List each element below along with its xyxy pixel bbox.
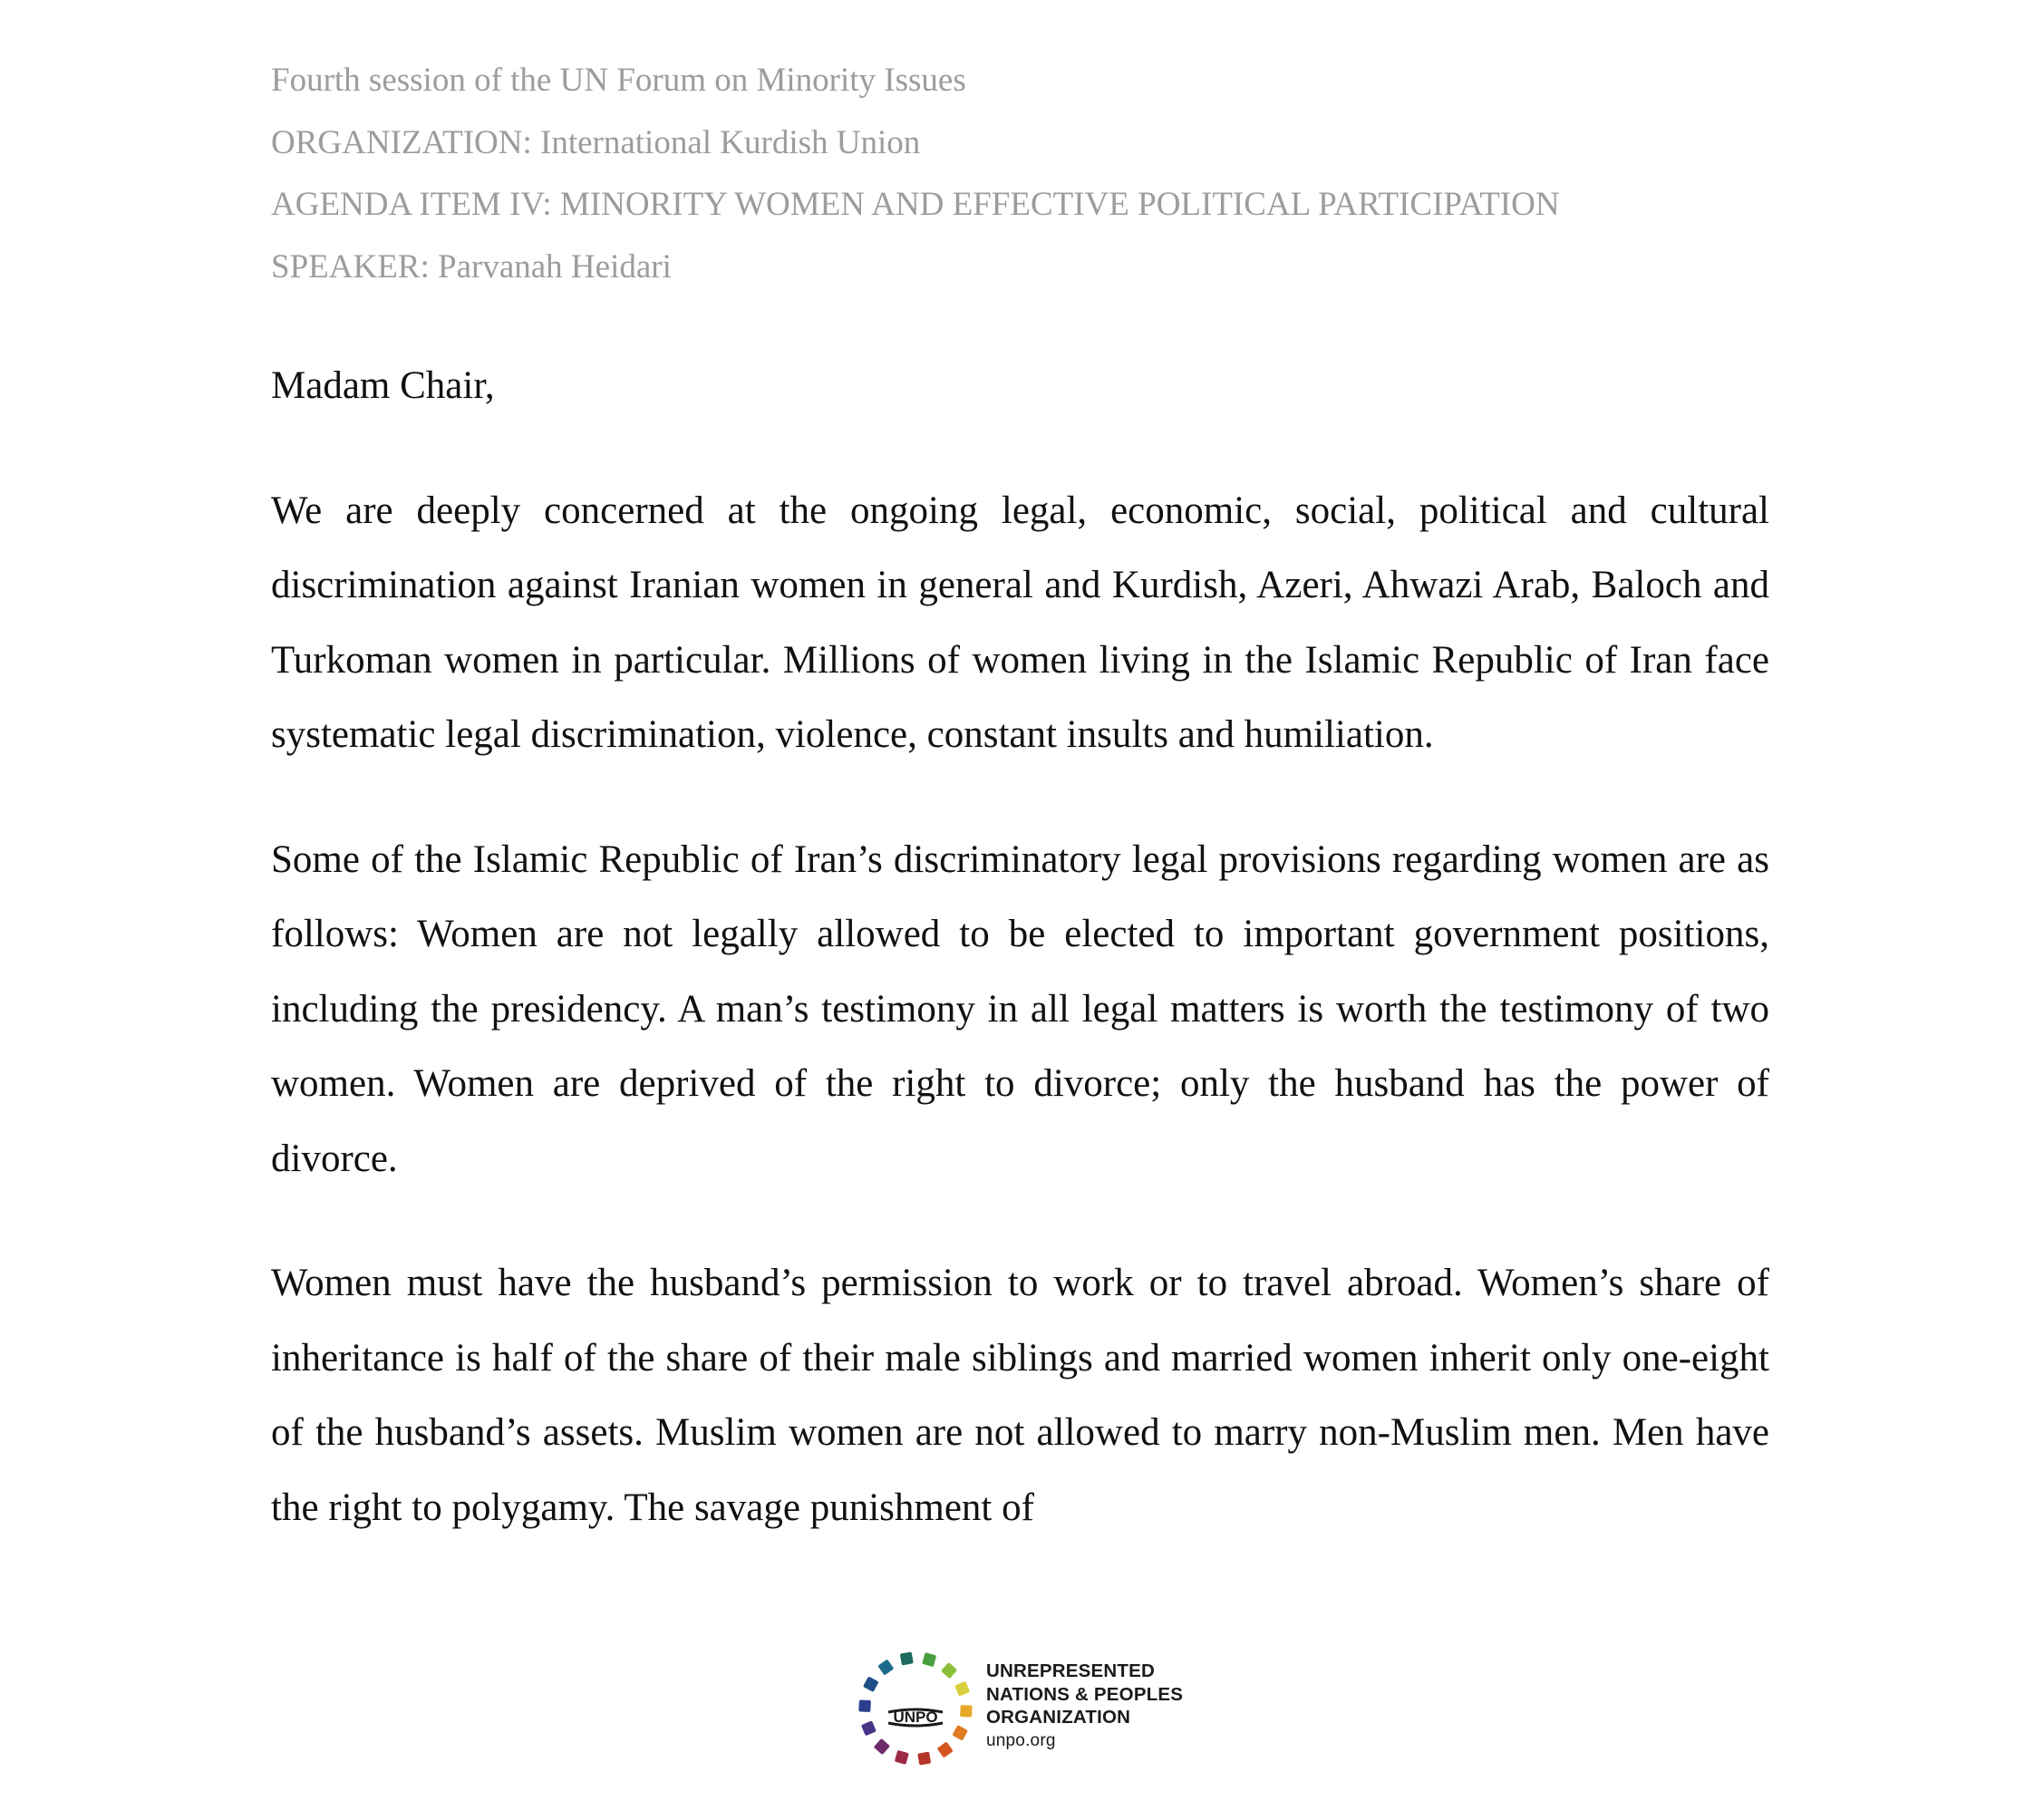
- paragraph-2: Some of the Islamic Republic of Iran’s discriminatory legal provisions regarding women are as follows: Women are not legally allowed to be elected to important government positions, including the presidency. A man’s testimony in all legal matters is worth the testimony of two women. Women are deprived of the right to divorce; only the husband has the power of divorce.: [271, 837, 1769, 1180]
- session-title: Fourth session of the UN Forum on Minority Issues: [271, 62, 966, 99]
- unpo-name-line-2: NATIONS & PEOPLES: [986, 1683, 1184, 1705]
- logo-ring-segment: [877, 1659, 894, 1675]
- logo-ring-segment: [922, 1652, 936, 1667]
- unpo-url: unpo.org: [986, 1730, 1056, 1750]
- logo-ring-segment: [941, 1662, 957, 1679]
- salutation: Madam Chair,: [271, 364, 495, 407]
- logo-ring-segment: [874, 1738, 890, 1755]
- organization-line: ORGANIZATION: International Kurdish Union: [271, 123, 921, 161]
- logo-ring-segment: [954, 1681, 970, 1697]
- logo-ring-segment: [900, 1651, 914, 1665]
- unpo-name-line-3: ORGANIZATION: [986, 1707, 1131, 1728]
- logo-ring-segment: [960, 1705, 973, 1718]
- agenda-item-line: AGENDA ITEM IV: MINORITY WOMEN AND EFFECTIVE POLITICAL PARTICIPATION: [271, 186, 1560, 223]
- logo-ring-segment: [917, 1752, 931, 1766]
- logo-ring-segment: [863, 1676, 879, 1692]
- logo-ring-segment: [858, 1699, 871, 1712]
- unpo-logo-mark: UNPO: [893, 1709, 938, 1726]
- unpo-footer: [852, 1645, 1251, 1772]
- statement-body: [271, 349, 1769, 1545]
- unpo-logo: [852, 1645, 979, 1772]
- logo-ring-segment: [952, 1725, 968, 1741]
- logo-ring-segment: [895, 1750, 909, 1765]
- document-header: [271, 50, 1776, 298]
- logo-ring-segment: [861, 1720, 877, 1736]
- paragraph-3: Women must have the husband’s permission to work or to travel abroad. Women’s share of inheritance is half of the share of their male siblings and married women inherit only one-eight of the husband’s assets. Muslim women are not allowed to marry non-Muslim men. Men have the right to polygamy. The savage punishment of: [271, 1262, 1769, 1529]
- paragraph-1: We are deeply concerned at the ongoing legal, economic, social, political and cultural discrimination against Iranian women in general and Kurdish, Azeri, Ahwazi Arab, Baloch and Turkoman women in particular. Millions of women living in the Islamic Republic of Iran face systematic legal discrimination, violence, constant insults and humiliation.: [271, 489, 1769, 756]
- unpo-name: [986, 1660, 1183, 1752]
- logo-ring-segment: [937, 1741, 954, 1757]
- speaker-line: SPEAKER: Parvanah Heidari: [271, 247, 672, 286]
- unpo-name-line-1: UNREPRESENTED: [986, 1660, 1155, 1681]
